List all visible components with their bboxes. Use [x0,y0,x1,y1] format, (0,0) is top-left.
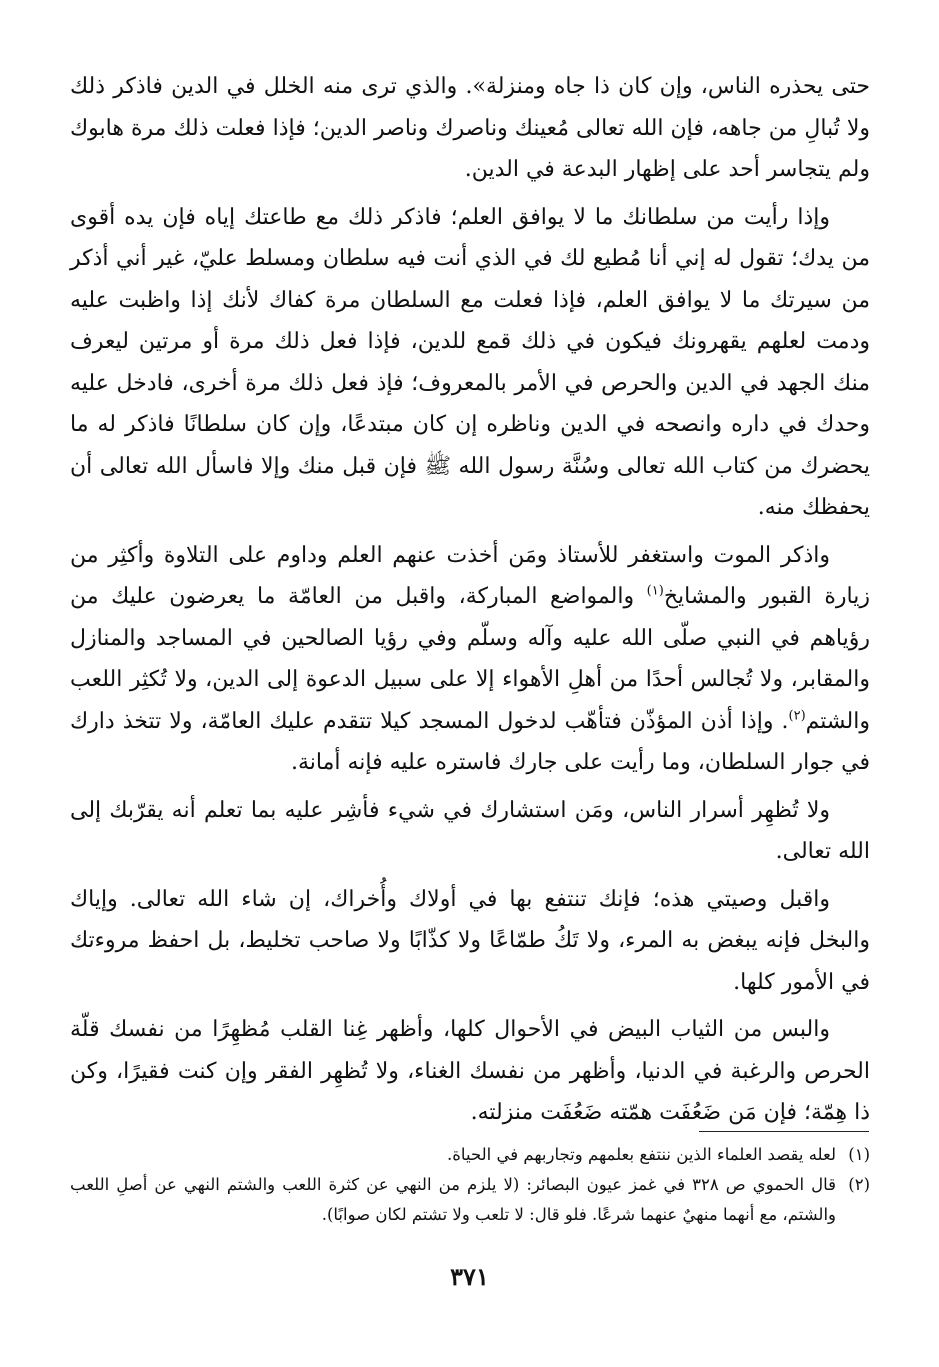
paragraph-3 [70,535,870,784]
paragraph-2: وإذا رأيت من سلطانك ما لا يوافق العلم؛ فاذكر ذلك مع طاعتك إياه فإن يده أقوى من يدك؛ تقول له إني أنا مُطيع لك في الذي أنت فيه سلطان ومسلط عليّ، غير أني أذكر من سيرتك ما لا يوافق العلم، فإذا فعلت مع السلطان مرة كفاك لأنك إذا واظبت عليه ودمت لعلهم يقهرونك فيكون في ذلك قمع للدين، فإذا فعل ذلك مرة أو مرتين ليعرف منك الجهد في الدين والحرص في الأمر بالمعروف؛ فإذ فعل ذلك مرة أخرى، فادخل عليه وحدك في داره وانصحه في الدين وناظره إن كان مبتدعًا، وإن كان سلطانًا فاذكر له ما يحضرك من كتاب الله تعالى وسُنَّة رسول الله ﷺ فإن قبل منك وإلا فاسأل الله تعالى أن يحفظك منه. [70,204,870,520]
footnote-1-text: لعله يقصد العلماء الذين ننتفع بعلمهم وتجاربهم في الحياة. [447,1145,836,1164]
paragraph-3-part-2: والمواضع المباركة، واقبل من العامّة ما يعرضون عليك من رؤياهم في النبي صلّى الله عليه وآله وسلّم وفي رؤيا الصالحين في المساجد والمنازل والمقابر، ولا تُجالس أحدًا من أهلِ الأهواء إلا على سبيل الدعوة إلى الدين، ولا تُكثِر اللعب والشتم [70,584,870,734]
paragraph-3-part-1: واذكر الموت واستغفر للأستاذ ومَن أخذت عنهم العلم وداوم على التلاوة وأكثِر من زيارة القبور والمشايخ [70,542,870,609]
footnote-reference-2: (٢) [788,708,806,724]
footnote-2-marker: (٢) [848,1175,870,1194]
paragraph-5: واقبل وصيتي هذه؛ فإنك تنتفع بها في أولاك وأُخراك، إن شاء الله تعالى. وإياك والبخل فإنه يبغض به المرء، ولا تَكُ طمّاعًا ولا كذّابًا ولا صاحب تخليط، بل احفظ مروءتك في الأمور كلها. [70,886,870,995]
footnote-reference-1: (١) [646,583,664,599]
paragraph-4: ولا تُظهِر أسرار الناس، ومَن استشارك في شيء فأشِر عليه بما تعلم أنه يقرّبك إلى الله تعالى. [70,797,870,864]
page-number: ٣٧١ [450,1262,489,1291]
paragraph-1: حتى يحذره الناس، وإن كان ذا جاه ومنزلة». والذي ترى منه الخلل في الدين فاذكر ذلك ولا تُبالِ من جاهه، فإن الله تعالى مُعينك وناصرك وناصر الدين؛ فإذا فعلت ذلك مرة هابوك ولم يتجاسر أحد على إظهار البدعة في الدين. [70,74,870,182]
footnotes [70,1140,870,1230]
footnote-1 [70,1140,870,1170]
footnote-2-text: قال الحموي ص ٣٢٨ في غمز عيون البصائر: (لا يلزم من النهي عن كثرة اللعب والشتم النهي عن أصلِ اللعب والشتم، مع أنهما منهيٌ عنهما شرعًا. فلو قال: لا تلعب ولا تشتم لكان صوابًا). [70,1175,837,1224]
main-text [70,66,870,1140]
footnote-1-marker: (١) [848,1145,870,1164]
footnote-2 [70,1170,870,1230]
footnote-divider [699,1131,869,1132]
paragraph-3-part-3: . وإذا أذن المؤذّن فتأهّب لدخول المسجد كيلا تتقدم عليك العامّة، ولا تتخذ دارك في جوار السلطان، وما رأيت على جارك فاستره عليه فإنه أمانة. [70,708,870,775]
paragraph-6: والبس من الثياب البيض في الأحوال كلها، وأظهر غِنا القلب مُظهِرًا من نفسك قلّة الحرص والرغبة في الدنيا، وأظهر من نفسك الغناء، ولا تُظهِر الفقر وإن كنت فقيرًا، وكن ذا هِمّة؛ فإن مَن ضَعُفَت همّته ضَعُفَت منزلته. [70,1017,870,1125]
